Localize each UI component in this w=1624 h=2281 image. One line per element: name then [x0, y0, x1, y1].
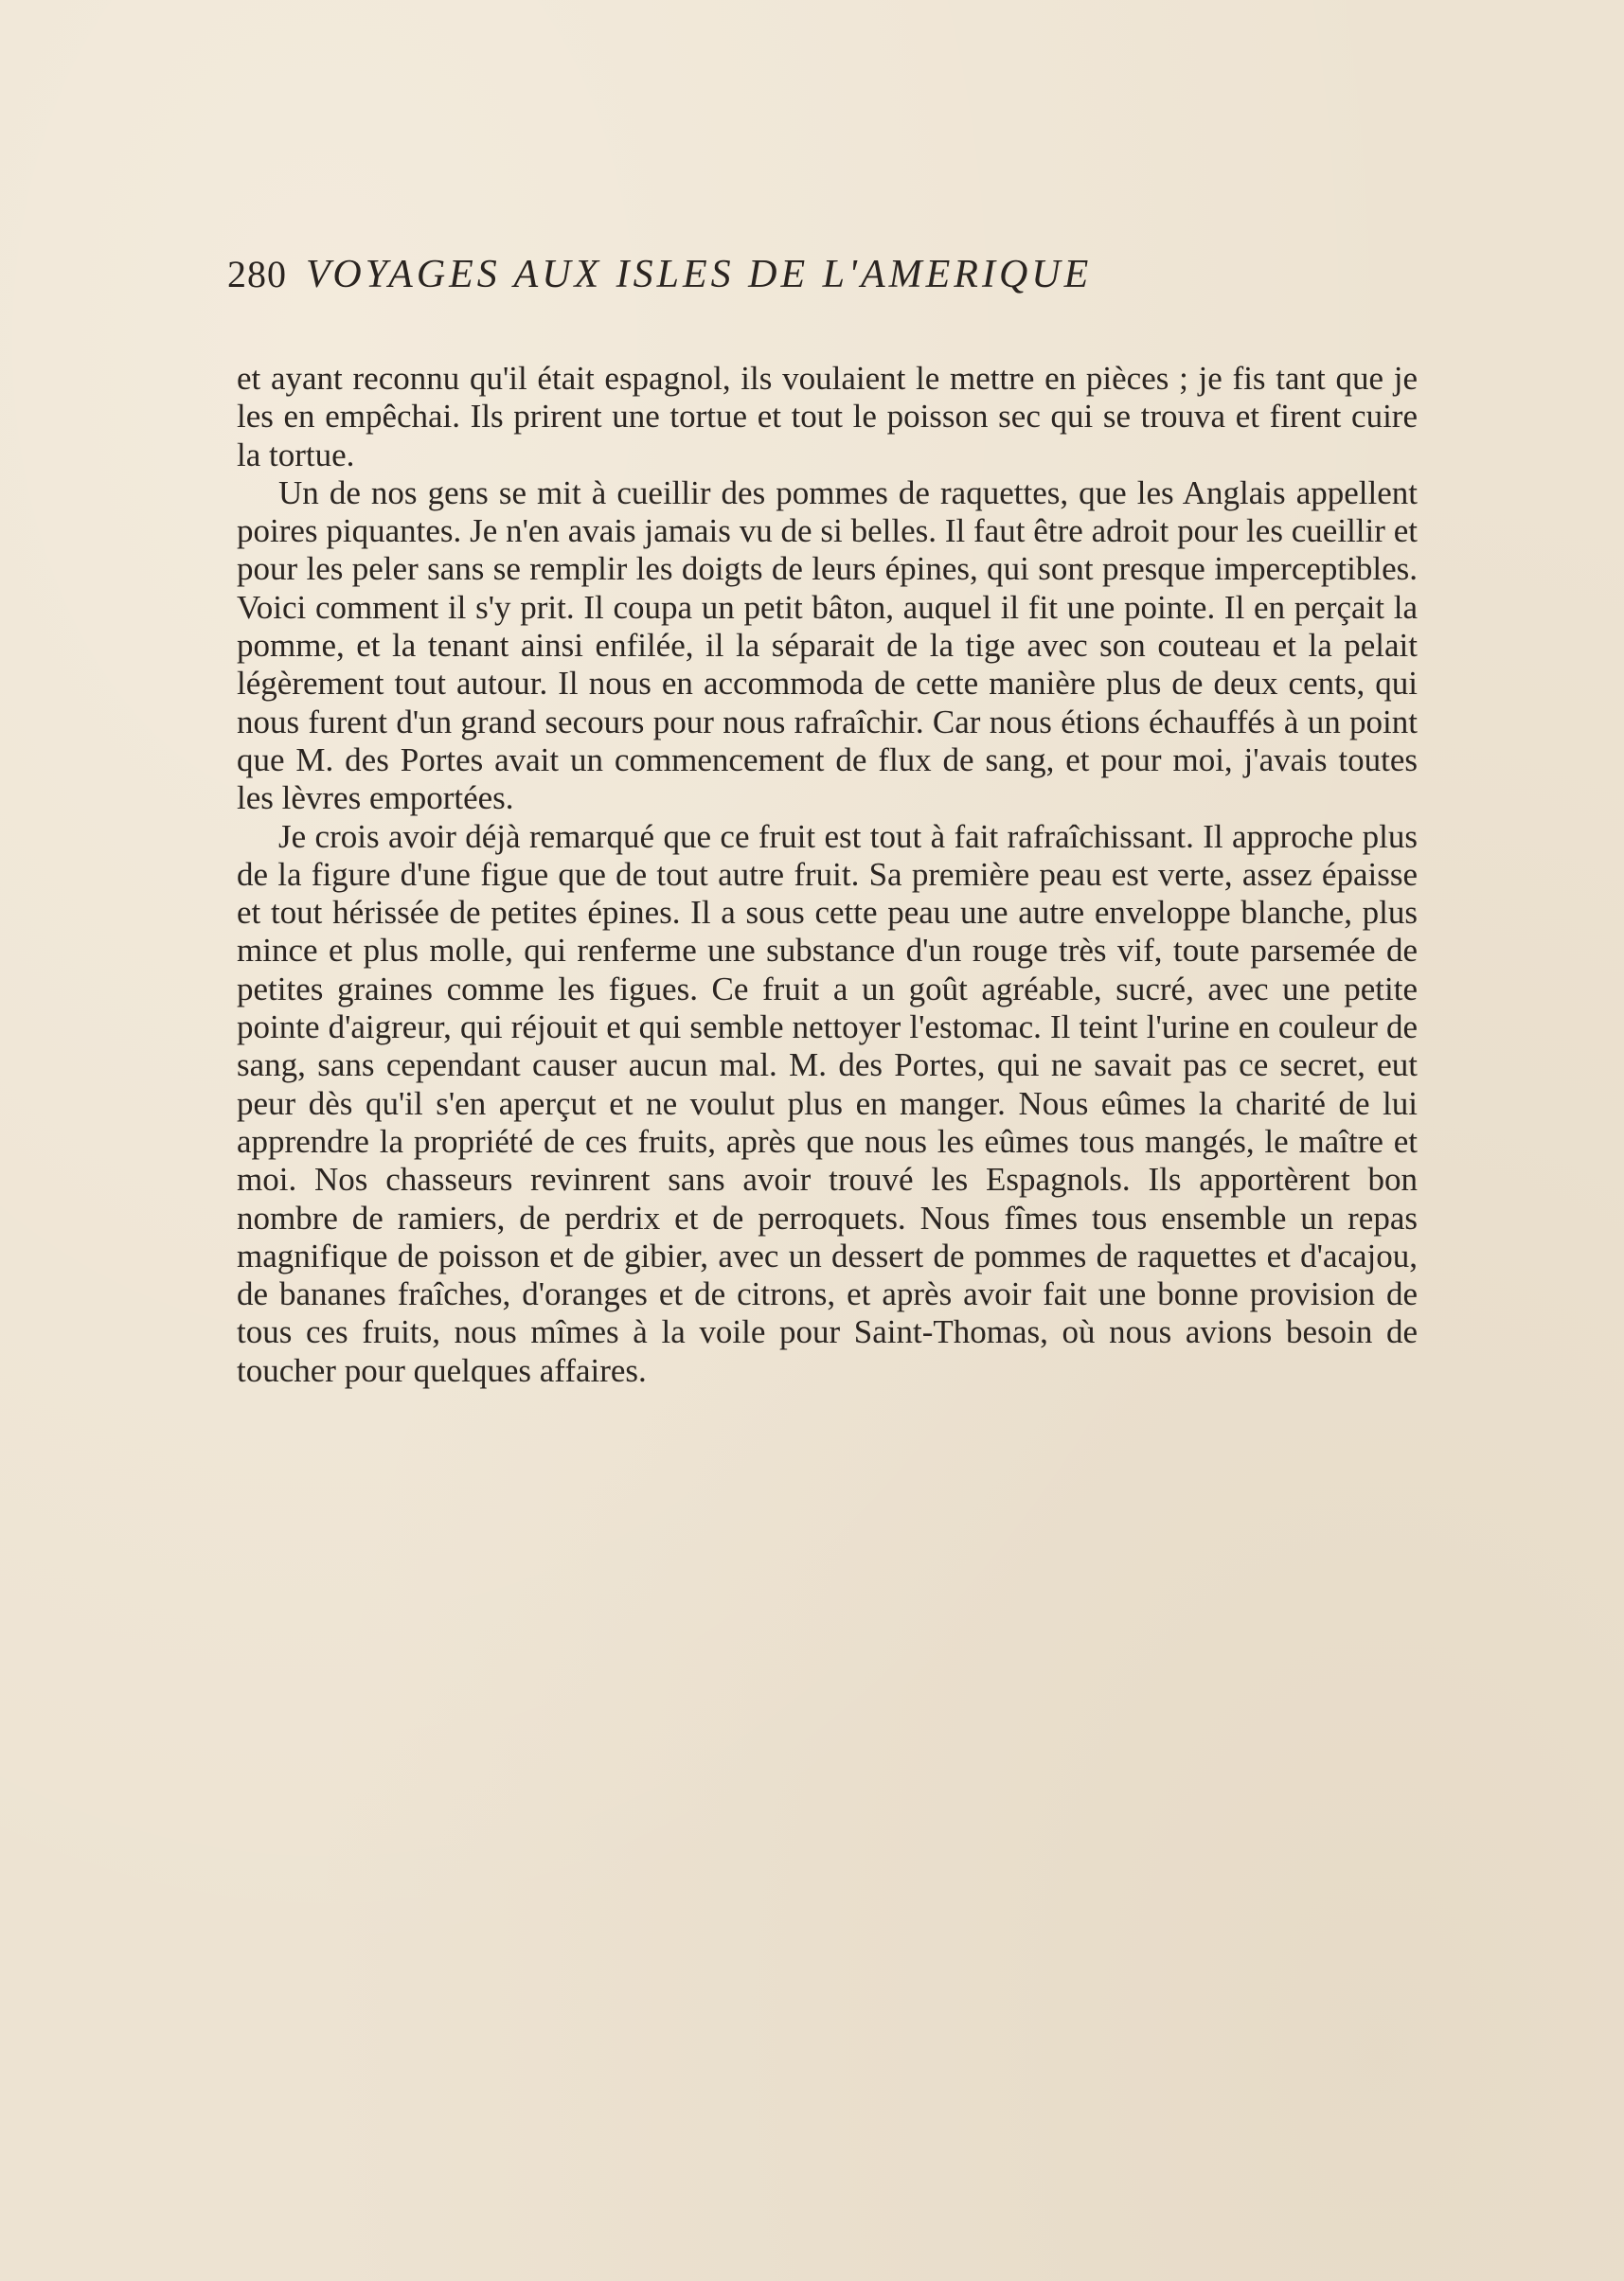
running-head [227, 252, 1420, 309]
body-text [237, 360, 1418, 1390]
book-title: VOYAGES AUX ISLES DE L'AMERIQUE [306, 253, 1093, 296]
page-number: 280 [227, 253, 287, 295]
paragraph-continued: et ayant reconnu qu'il était espagnol, ils voulaient le mettre en pièces ; je fis tant que je les en empêchai. Ils prirent une tortue et tout le poisson sec qui se trouva et firent cuire la tortue. [237, 360, 1418, 473]
paragraph-raquettes: Un de nos gens se mit à cueillir des pommes de raquettes, que les Anglais appellent poires piquantes. Je n'en avais jamais vu de si belles. Il faut être adroit pour les cueillir et pour les peler sans se remplir les doigts de leurs épines, qui sont presque imperceptibles. Voici comment il s'y prit. Il coupa un petit bâton, auquel il fit une pointe. Il en perçait la pomme, et la tenant ainsi enfilée, il la séparait de la tige avec son couteau et la pelait légèrement tout autour. Il nous en accommoda de cette manière plus de deux cents, qui nous furent d'un grand secours pour nous rafraîchir. Car nous étions échauffés à un point que M. des Portes avait un commencement de flux de sang, et pour moi, j'avais toutes les lèvres emportées. [237, 473, 1418, 817]
paragraph-fruit-description: Je crois avoir déjà remarqué que ce fruit est tout à fait rafraîchissant. Il approche plus de la figure d'une figue que de tout autre fruit. Sa première peau est verte, assez épaisse et tout hérissée de petites épines. Il a sous cette peau une autre enveloppe blanche, plus mince et plus molle, qui renferme une substance d'un rouge très vif, toute parsemée de petites graines comme les figues. Ce fruit a un goût agréable, sucré, avec une petite pointe d'aigreur, qui réjouit et qui semble nettoyer l'estomac. Il teint l'urine en couleur de sang, sans cependant causer aucun mal. M. des Portes, qui ne savait pas ce secret, eut peur dès qu'il s'en aperçut et ne voulut plus en manger. Nous eûmes la charité de lui apprendre la propriété de ces fruits, après que nous les eûmes tous mangés, le maître et moi. Nos chasseurs revinrent sans avoir trouvé les Espagnols. Ils apportèrent bon nombre de ramiers, de perdrix et de perroquets. Nous fîmes tous ensemble un repas magnifique de poisson et de gibier, avec un dessert de pommes de raquettes et d'acajou, de bananes fraîches, d'oranges et de citrons, et après avoir fait une bonne provision de tous ces fruits, nous mîmes à la voile pour Saint-Thomas, où nous avions besoin de toucher pour quelques affaires. [237, 817, 1418, 1389]
